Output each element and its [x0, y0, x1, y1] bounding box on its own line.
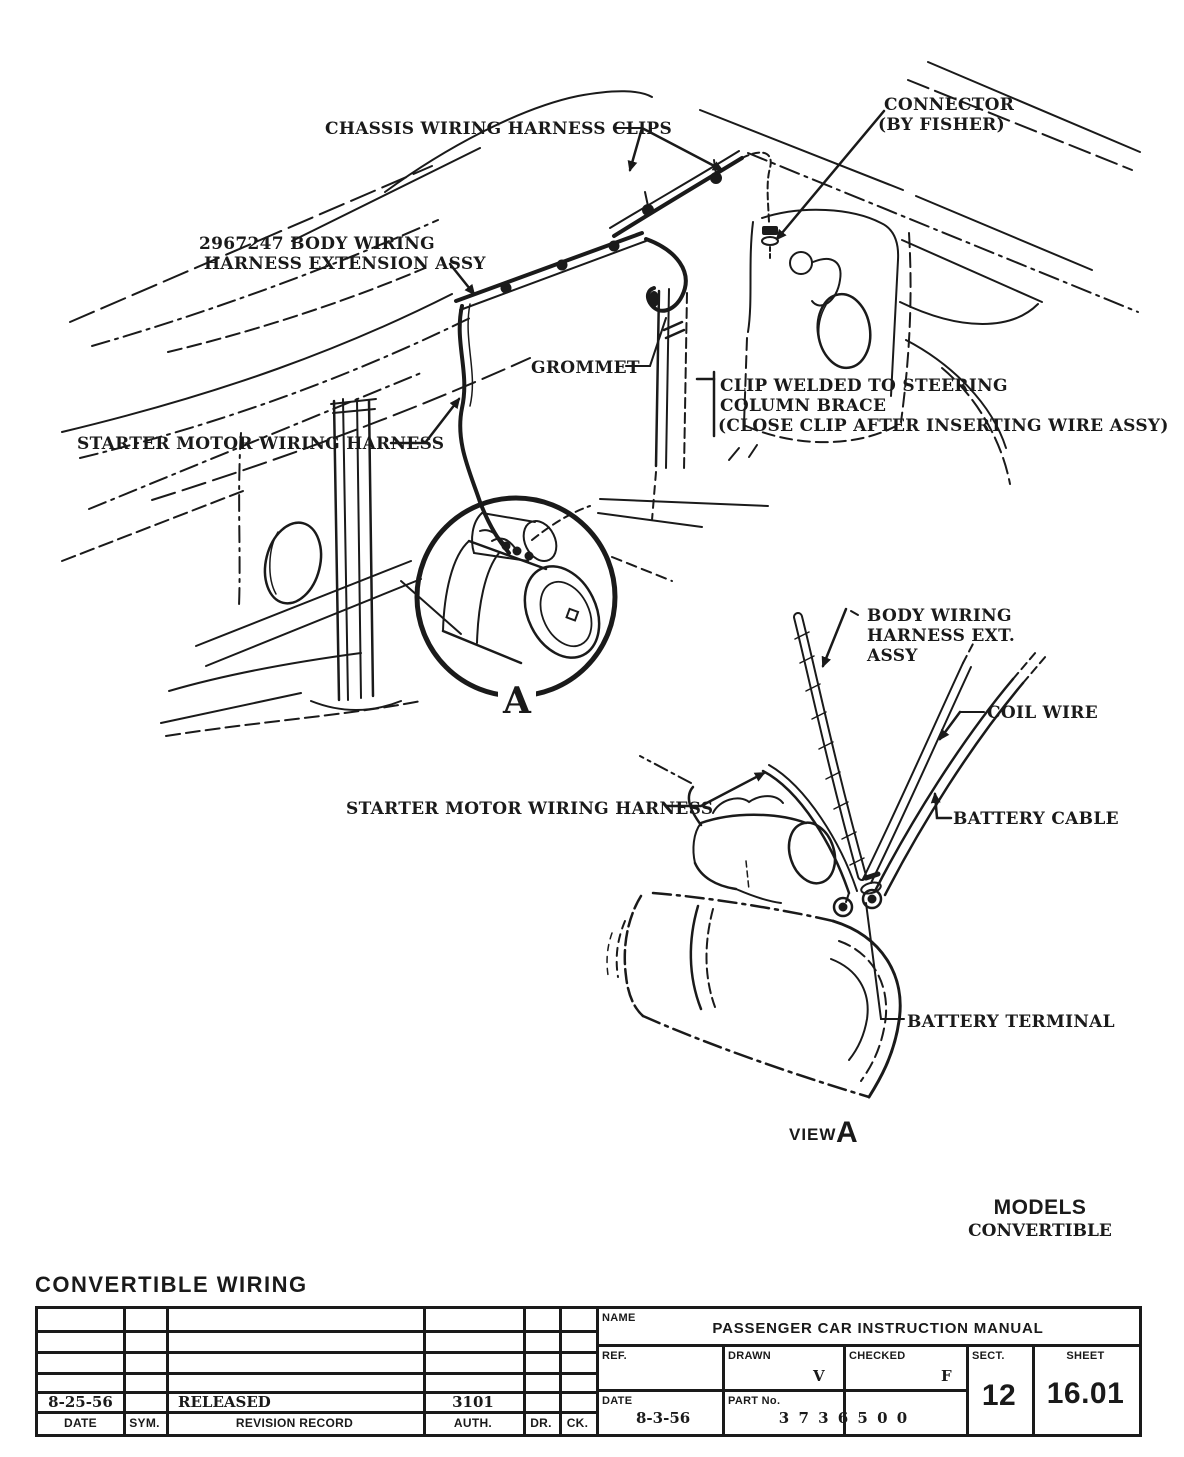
dash-hole — [790, 252, 812, 274]
label-body-harness-ext-view-3: ASSY — [867, 646, 918, 666]
steering-column-hole — [813, 291, 875, 372]
label-battery-cable: BATTERY CABLE — [953, 809, 1119, 829]
detail-circle-a — [417, 498, 615, 722]
coil-wire-lines — [863, 640, 975, 883]
label-body-harness-ext-view-2: HARNESS EXT. — [867, 626, 1016, 646]
view-a-caption: VIEW — [789, 1125, 837, 1144]
label-body-harness-ext-view: BODY WIRING — [867, 606, 1012, 626]
sheet-value: 16.01 — [1046, 1377, 1125, 1410]
part-value: 3 7 3 6 5 0 0 — [778, 1409, 910, 1427]
models-heading: MODELS — [993, 1196, 1087, 1219]
date-value: 8-3-56 — [636, 1409, 691, 1427]
ref-label: REF. — [602, 1350, 628, 1362]
label-clip-welded: CLIP WELDED TO STEERING — [720, 376, 1008, 396]
label-connector: CONNECTOR — [884, 95, 1015, 115]
models-value: CONVERTIBLE — [968, 1221, 1112, 1241]
label-clip-welded-3: (CLOSE CLIP AFTER INSERTING WIRE ASSY) — [718, 416, 1169, 436]
header-sym: SYM. — [129, 1416, 160, 1430]
drawing-title: CONVERTIBLE WIRING — [35, 1272, 308, 1297]
sect-label: SECT. — [972, 1350, 1005, 1362]
drawn-value: V — [813, 1367, 825, 1385]
welded-clip — [664, 322, 684, 338]
label-starter-harness-view: STARTER MOTOR WIRING HARNESS — [346, 799, 714, 819]
chassis-harness — [456, 151, 778, 553]
drawn-label: DRAWN — [728, 1350, 772, 1362]
frame-hole — [257, 517, 329, 610]
grommet-part — [649, 291, 659, 307]
fisher-connector — [762, 226, 778, 235]
revision-auth: 3101 — [452, 1393, 494, 1411]
name-label: NAME — [602, 1312, 636, 1324]
label-connector-2: (BY FISHER) — [878, 115, 1005, 135]
part-label: PART No. — [728, 1395, 781, 1407]
label-grommet: GROMMET — [531, 358, 640, 378]
header-dr: DR. — [530, 1416, 552, 1430]
label-body-harness-ext-2: HARNESS EXTENSION ASSY — [204, 254, 486, 274]
manual-title: PASSENGER CAR INSTRUCTION MANUAL — [712, 1320, 1044, 1337]
label-chassis-clips: CHASSIS WIRING HARNESS CLIPS — [325, 119, 673, 139]
label-battery-terminal: BATTERY TERMINAL — [907, 1012, 1115, 1032]
sect-value: 12 — [981, 1379, 1017, 1412]
revision-date: 8-25-56 — [48, 1393, 113, 1411]
sheet-label: SHEET — [1066, 1350, 1105, 1362]
frame-pillar — [62, 373, 768, 736]
label-coil-wire: COIL WIRE — [987, 703, 1098, 723]
revision-record: RELEASED — [178, 1393, 271, 1411]
view-a-caption-letter: A — [836, 1116, 858, 1149]
label-clip-welded-2: COLUMN BRACE — [720, 396, 887, 416]
header-ck: CK. — [566, 1416, 589, 1430]
detail-a-marker: A — [503, 680, 531, 722]
label-body-harness-ext: 2967247 BODY WIRING — [199, 234, 435, 254]
date-label: DATE — [602, 1395, 633, 1407]
title-block — [35, 1306, 1142, 1437]
models-block — [920, 1196, 1160, 1241]
checked-label: CHECKED — [849, 1350, 906, 1362]
callout-leaders — [391, 111, 984, 818]
header-auth: AUTH. — [453, 1416, 493, 1430]
header-revision-record: REVISION RECORD — [235, 1416, 354, 1430]
label-starter-harness: STARTER MOTOR WIRING HARNESS — [77, 434, 445, 454]
steering-column-brace — [652, 289, 687, 520]
checked-value: F — [941, 1367, 952, 1385]
header-date: DATE — [64, 1416, 97, 1430]
